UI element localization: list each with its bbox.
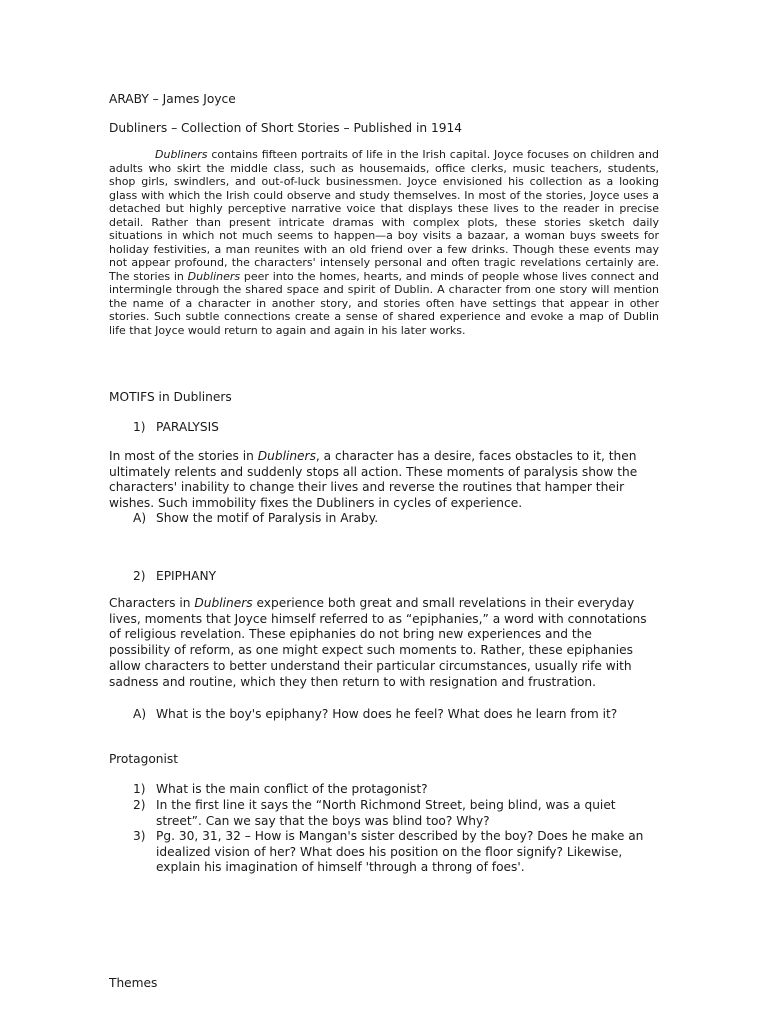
paralysis-italic: Dubliners [257,449,316,463]
protagonist-heading: Protagonist [109,752,179,766]
epiphany-text-b: experience both great and small revelations in their everyday lives, moments that Joyce himself referred to as “epiphanies,” a word with connotations of religious revelation. These epiphanies do not bring new experiences and the possibility of reform, as one might expect such moments to. Rather, these epiphanies allow characters to better understand their particular circumstances, usually rife with sadness and routine, which they then return to with resignation and frustration. [109,596,647,689]
list-marker: A) [133,707,147,721]
motif-paralysis-heading [133,420,653,436]
intro-text-part2: peer into the homes, hearts, and minds of people whose lives connect and intermingle through the shared space and spirit of Dublin. A character from one story will mention the name of a character in another story, and stories often have settings that appear in other stories. Such subtle connections create a sense of shared experience and evoke a map of Dublin life that Joyce would return to again and again in his later works. [109,269,659,337]
paralysis-text-b: , a character has a desire, faces obstacles to it, then ultimately relents and suddenly stops all action. These moments of paralysis show the characters' inability to change their lives and reverse the routines that hamper their wishes. Such immobility fixes the Dubliners in cycles of experience. [109,449,638,511]
epiphany-text-a: Characters in [109,596,195,610]
list-marker: A) [133,511,147,525]
list-marker: 3) [133,829,146,843]
intro-text-part1: contains fifteen portraits of life in the Irish capital. Joyce focuses on children and adults who skirt the middle class, such as housemaids, office clerks, music teachers, students, shop girls, swindlers, and out-of-luck businessmen. Joyce envisioned his collection as a looking glass with which the Irish could observe and study themselves. In most of the stories, Joyce uses a detached but highly perceptive narrative voice that displays these lives to the reader in precise detail. Rather than present intricate dramas with complex plots, these stories sketch daily situations in which not much seems to happen—a boy visits a bazaar, a woman buys sweets for holiday festivities, a man reunites with an old friend over a few drinks. Though these events may not appear profound, the characters' intensely personal and often tragic revelations certainly are. The stories in [109,148,659,283]
list-marker: 2) [133,569,146,583]
themes-heading: Themes [109,976,158,990]
list-marker: 1) [133,782,146,796]
epiphany-paragraph [109,596,649,690]
protagonist-item [133,782,653,798]
list-marker: 2) [133,798,146,812]
protagonist-item [133,798,643,829]
paralysis-text-a: In most of the stories in [109,449,258,463]
paralysis-question [133,511,653,527]
epiphany-question [133,707,653,723]
intro-italic-title: Dubliners [155,148,208,161]
document-subtitle: Dubliners – Collection of Short Stories – Published in 1914 [109,121,463,135]
question-text: What is the boy's epiphany? How does he feel? What does he learn from it? [156,707,618,721]
motif-title: PARALYSIS [156,420,219,434]
intro-paragraph [109,148,659,337]
epiphany-italic: Dubliners [194,596,253,610]
motif-title: EPIPHANY [156,569,217,583]
motif-epiphany-heading [133,569,653,585]
protagonist-item-text: Pg. 30, 31, 32 – How is Mangan's sister described by the boy? Does he make an idealized vision of her? What does his position on the floor signify? Likewise, explain his imagination of himself 'through a throng of foes'. [156,829,644,875]
intro-italic-title-2: Dubliners [187,269,241,283]
protagonist-item-text: What is the main conflict of the protagonist? [156,782,428,796]
protagonist-item [133,829,653,876]
document-title: ARABY – James Joyce [109,92,236,106]
list-marker: 1) [133,420,146,434]
motifs-heading: MOTIFS in Dubliners [109,390,232,404]
question-text: Show the motif of Paralysis in Araby. [156,511,379,525]
protagonist-item-text: In the first line it says the “North Richmond Street, being blind, was a quiet street”. Can we say that the boys was blind too? Why? [156,798,616,828]
paralysis-paragraph [109,449,649,512]
